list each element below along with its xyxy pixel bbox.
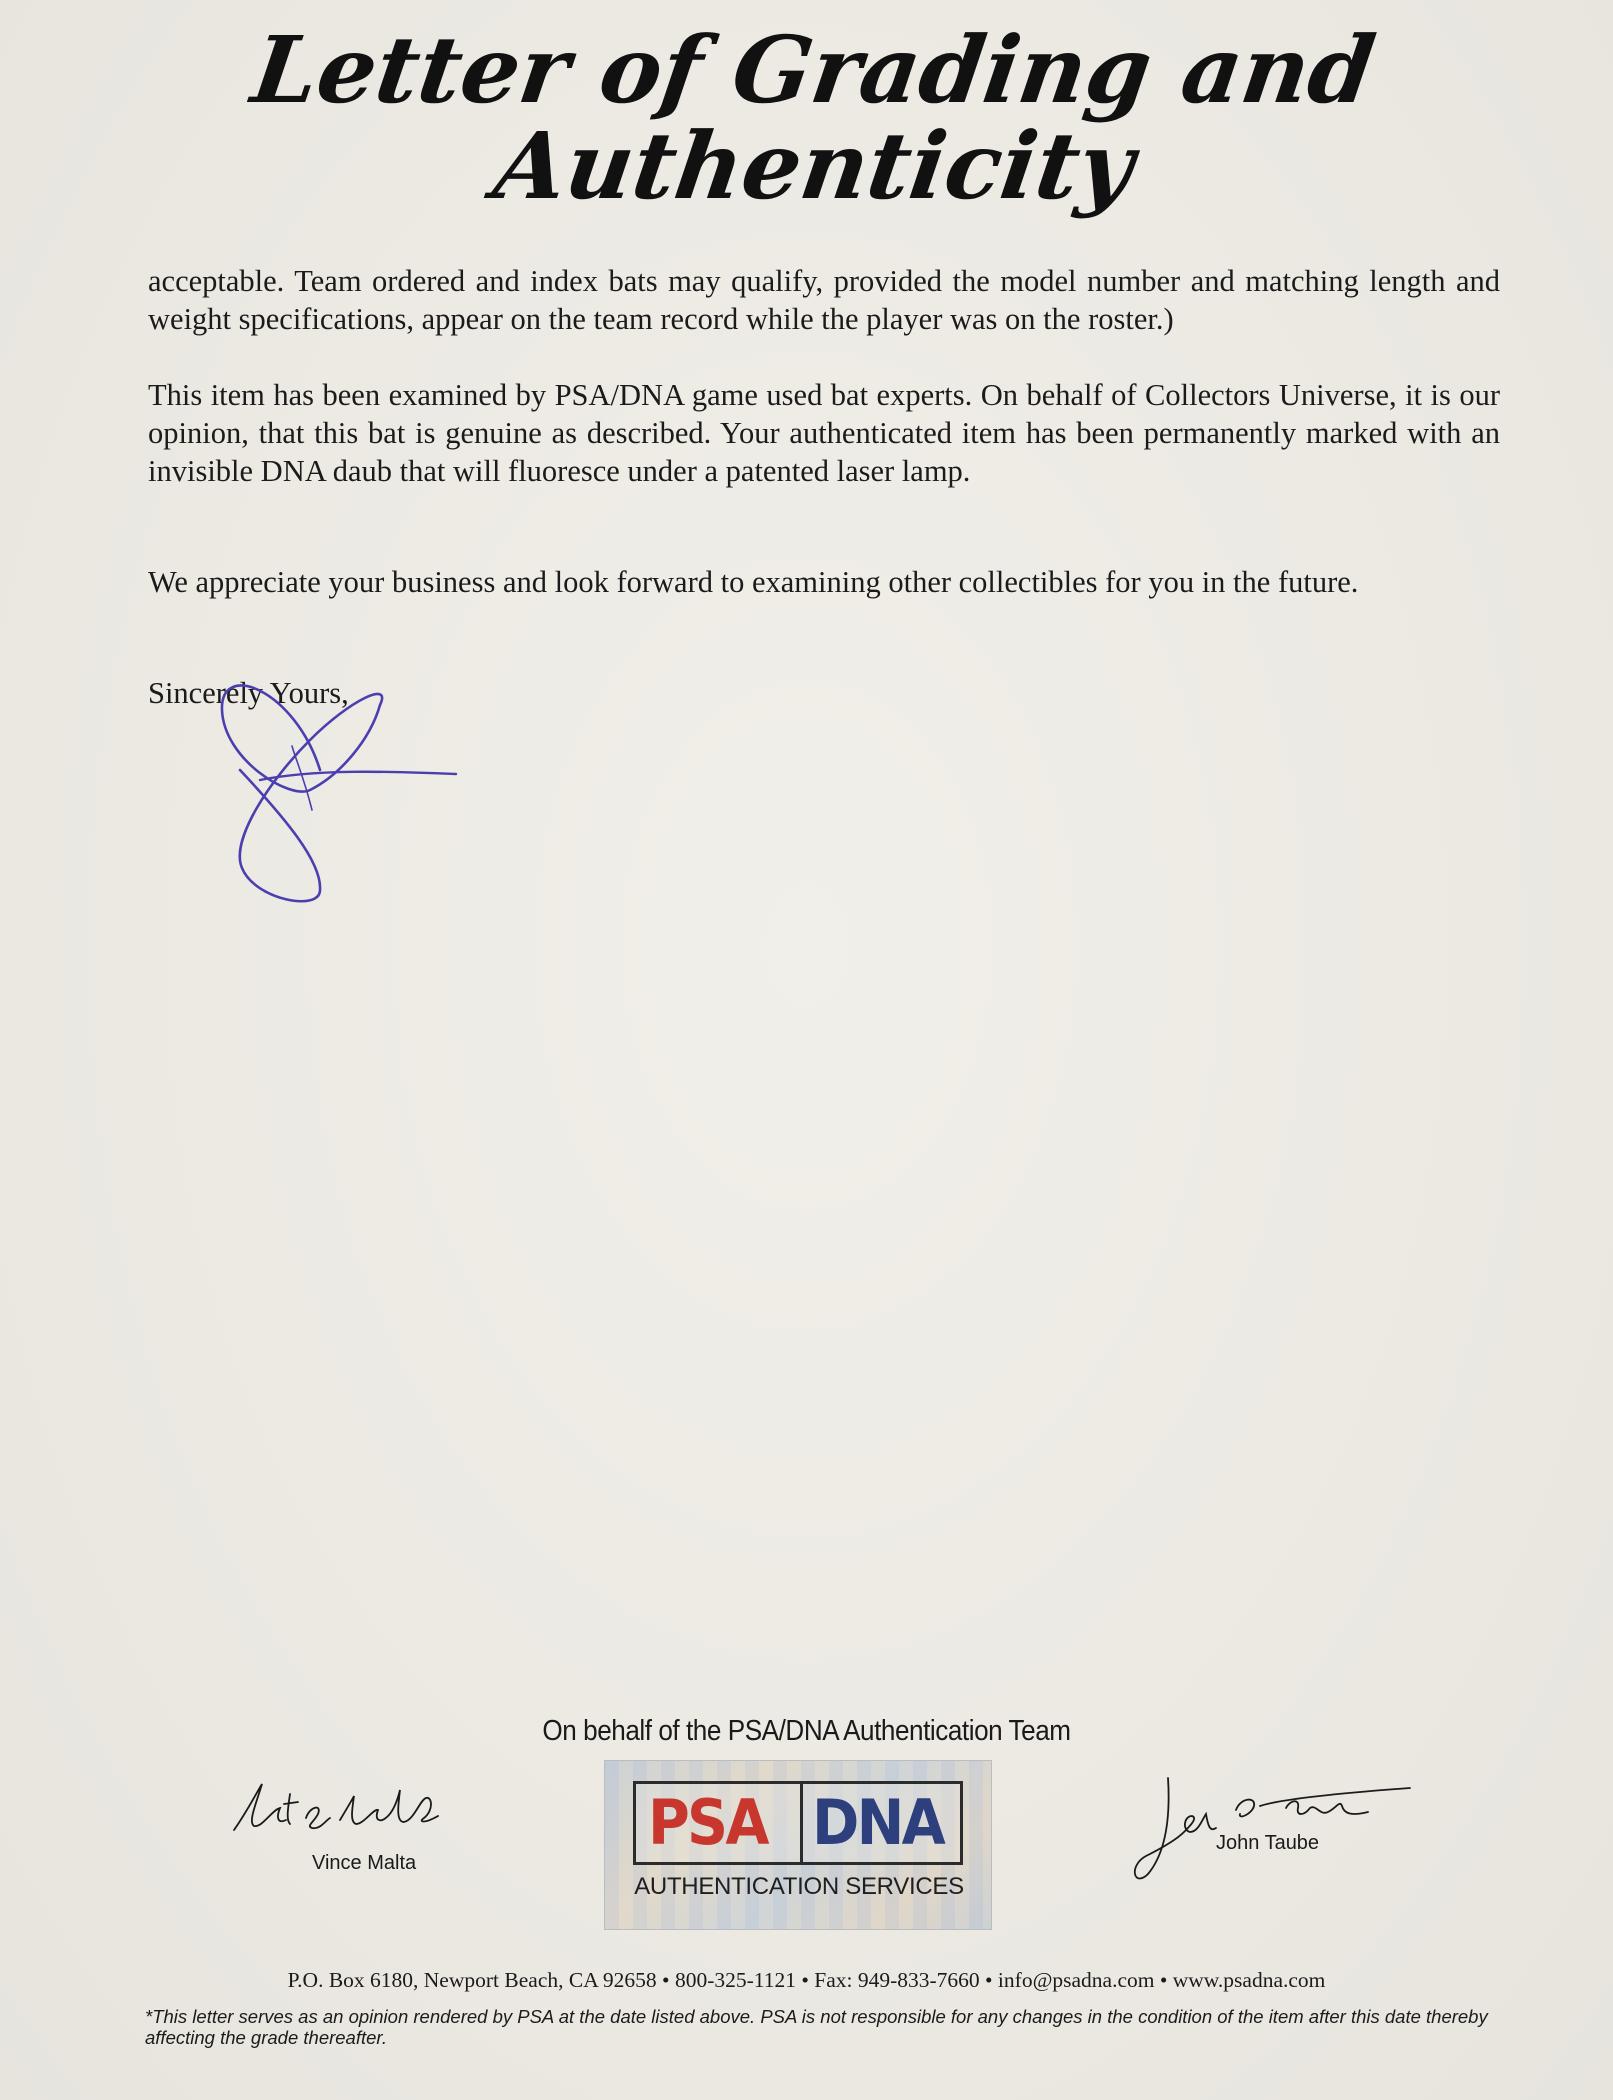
signer-left (228, 1770, 488, 1880)
letter-title (150, 10, 1470, 235)
signer-right (1128, 1770, 1418, 1890)
handwritten-signature (200, 650, 480, 920)
authentication-services-label: AUTHENTICATION SERVICES (634, 1873, 964, 1900)
psa-logo-word: PSA (648, 1786, 767, 1859)
dna-logo-word: DNA (812, 1786, 943, 1859)
contact-address: P.O. Box 6180, Newport Beach, CA 92658 • 800-325-1121 • Fax: 949-833-7660 • info@psadna.com • www.psadna.com (287, 1968, 1326, 1992)
body-paragraph-1: acceptable. Team ordered and index bats may qualify, provided the model number and matching length and weight specifications, appear on the team record while the player was on the roster.) (148, 264, 1500, 336)
letter-title-line1: Letter of Grading and (245, 15, 1382, 124)
psa-dna-logo (604, 1760, 992, 1930)
signer-left-name: Vince Malta (312, 1852, 417, 1874)
psa-dna-logo-box (633, 1781, 963, 1865)
body-paragraph-3: We appreciate your business and look forward to examining other collectibles for you in the future. (148, 565, 1359, 599)
letter-title-line2: Authenticity (487, 111, 1141, 220)
signer-left-signature (228, 1770, 488, 1850)
signer-right-signature (1128, 1770, 1418, 1890)
logo-divider (800, 1784, 803, 1862)
closing-line: Sincerely Yours, (148, 676, 349, 710)
signer-right-name: John Taube (1216, 1832, 1320, 1854)
team-line: On behalf of the PSA/DNA Authentication Team (542, 1715, 1071, 1747)
body-paragraph-2: This item has been examined by PSA/DNA game used bat experts. On behalf of Collectors Universe, it is our opinion, that this bat is genuine as described. Your authenticated item has been permanently marked with an invisible DNA daub that will fluoresce under a patented laser lamp. (148, 378, 1500, 488)
disclaimer: *This letter serves as an opinion rendered by PSA at the date listed above. PSA is not responsible for any changes in the condition of the item after this date thereby affecting the grade thereafter. (145, 2006, 1488, 2048)
